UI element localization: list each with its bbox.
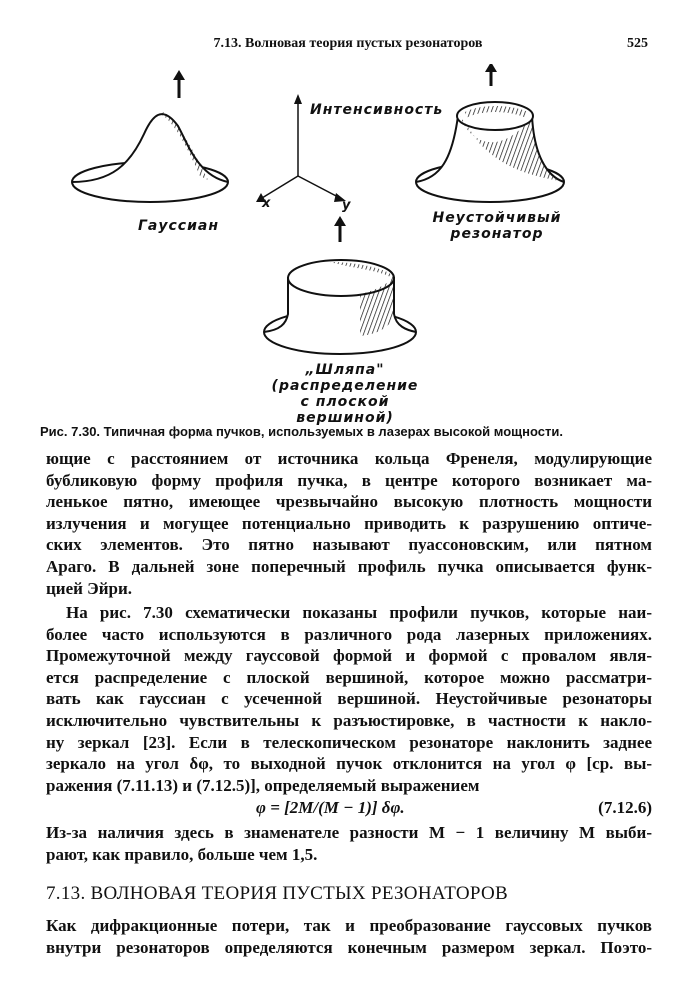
gaussian-profile (72, 70, 228, 202)
text-line: более часто используются в различного рода лазерных приложениях. (46, 624, 652, 644)
equation-7-12-6 (46, 798, 652, 820)
intensity-axis-label: Интенсивность (310, 102, 444, 118)
paragraph-1 (46, 448, 652, 599)
up-arrow-icon (173, 70, 185, 80)
up-arrow-icon (485, 64, 497, 72)
paragraph-4 (46, 915, 652, 958)
text-line: ленькое пятно, имеющее чрезвычайно высокую плотность мощности (46, 492, 652, 512)
text-line: цией Эйри. (46, 578, 133, 598)
text-line: излучения и могущее потенциально приводить к разрушению оптиче- (46, 513, 652, 533)
text-line: зеркало на угол δφ, то выходной пучок отклонится на угол φ [ср. вы- (46, 754, 652, 774)
unstable-resonator-label (432, 210, 562, 242)
hat-label-line1: „Шляпа" (305, 362, 385, 378)
text-line: вать как гауссиан с усеченной вершиной. Неустойчивые резонаторы (46, 689, 652, 709)
text-line: ющие с расстоянием от источника кольца Френеля, модулирующие (46, 449, 652, 468)
up-arrow-icon (334, 216, 346, 226)
hat-label-line2: (распределение (271, 378, 419, 394)
paragraph-3 (46, 822, 652, 865)
text-line: Промежуточной между гауссовой формой и формой с провалом явля- (46, 646, 652, 666)
text-line: бубликовую форму профиля пучка, в центре которого возникает ма- (46, 470, 652, 490)
running-head (0, 36, 696, 56)
text-line: исключительно чувствительны к разъюстировке, в частности к накло- (46, 710, 652, 730)
y-axis-label: y (342, 198, 352, 213)
text-line: рают, как правило, больше чем 1,5. (46, 844, 318, 864)
x-axis-label: x (262, 196, 272, 211)
running-title: 7.13. Волновая теория пустых резонаторов (213, 36, 483, 51)
unstable-resonator-profile (416, 64, 564, 202)
flat-top-profile (264, 260, 416, 354)
figure-caption: Рис. 7.30. Типичная форма пучков, используемых в лазерах высокой мощности. (40, 424, 563, 439)
equation-number: (7.12.6) (598, 798, 652, 817)
text-line: Араго. В дальней зоне поперечный профиль пучка описывается функ- (46, 556, 652, 576)
text-line: ских элементов. Это пятно называют пуассоновским, или пятном (46, 535, 652, 555)
text-line: ется распределение с плоской вершиной, которое можно рассматри- (46, 667, 652, 687)
paragraph-2 (46, 602, 652, 796)
figure-7-30 (40, 64, 660, 426)
flat-top-label (250, 362, 440, 426)
text-line: ну зеркал [23]. Если в телескопическом резонаторе наклонить заднее (46, 732, 652, 752)
page-number: 525 (627, 36, 648, 51)
text-line: Из-за наличия здесь в знаменателе разности M − 1 величину M выби- (46, 823, 652, 842)
unstable-label-line1: Неустойчивый (432, 210, 562, 226)
unstable-label-line2: резонатор (450, 226, 544, 242)
text-line: внутри резонаторов определяются конечным размером зеркал. Поэто- (46, 937, 652, 957)
text-line: Как дифракционные потери, так и преобразование гауссовых пучков (46, 916, 652, 935)
section-heading: 7.13. ВОЛНОВАЯ ТЕОРИЯ ПУСТЫХ РЕЗОНАТОРОВ (46, 883, 508, 904)
gaussian-label: Гауссиан (138, 218, 220, 234)
hat-label-line3: с плоской вершиной) (296, 394, 394, 426)
text-line: ражения (7.11.13) и (7.12.5)], определяемый выражением (46, 775, 480, 795)
equation-formula: φ = [2M/(M − 1)] δφ. (256, 798, 405, 817)
text-line: На рис. 7.30 схематически показаны профили пучков, которые наи- (66, 603, 652, 622)
